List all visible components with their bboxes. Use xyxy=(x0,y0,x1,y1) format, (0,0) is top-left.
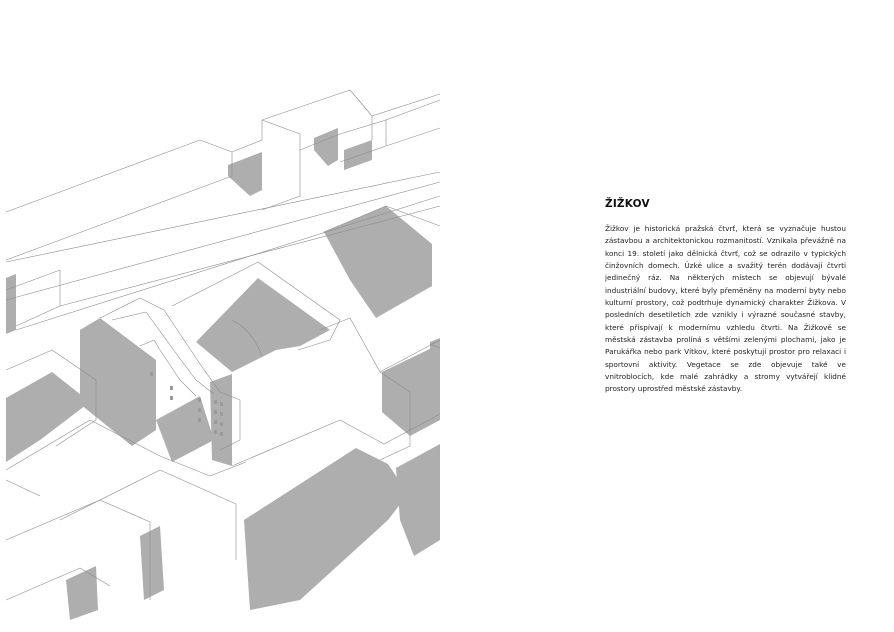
shadow-courtyard xyxy=(196,278,330,372)
shadow-right-block xyxy=(324,206,432,318)
shadow-center-mid xyxy=(156,396,214,462)
line-top-block-2 xyxy=(232,90,372,152)
body-text: Žižkov je historická pražská čtvrť, která se vyznačuje hustou zástavbou a architektonickou rozmanitostí. Vznikala převážně na konci 19. století jako dělnická čtvrť, což se odrazilo v typických činžovních domech. Úzké ulice a svažitý terén dodávají čtvrti jedinečný ráz. Na některých místech se objevují bývalé industriální budovy, které byly přeměněny na moderní byty nebo kulturní prostory, což podtrhuje dynamický charakter Žižkova. V posledních desetiletích zde vznikly i výrazné současné stavby, které přispívají k modernímu vzhledu čtvrti. Na Žižkově se městská zástavba prolíná s většími zelenými plochami, jako je Parukářka nebo park Vítkov, které poskytují prostor pro relaxaci i sportovní aktivity. Vegetace se zde objevuje také ve vnitroblocích, kde malé zahrádky a stromy vytvářejí klidné prostory uprostřed městské zástavby. xyxy=(605,224,846,394)
line-top-block-3 xyxy=(262,120,300,210)
shadow-top-2 xyxy=(314,128,338,166)
shadow-bottom-large xyxy=(244,448,408,610)
window-2 xyxy=(220,402,223,406)
window-13 xyxy=(170,396,173,400)
shadow-right-facade-2 xyxy=(430,338,440,404)
shadows xyxy=(6,128,440,620)
shadow-left-edge xyxy=(6,274,16,334)
window-1 xyxy=(214,400,217,404)
line-bottom-3 xyxy=(6,480,40,496)
text-block xyxy=(605,198,846,396)
window-12 xyxy=(170,386,173,390)
shadow-center-facade xyxy=(210,374,232,466)
window-8 xyxy=(220,432,223,436)
shadow-top-3 xyxy=(344,140,372,170)
shadow-top-1 xyxy=(228,152,262,196)
window-5 xyxy=(214,420,217,424)
window-6 xyxy=(220,422,223,426)
shadow-center-ramp xyxy=(80,318,156,446)
window-10 xyxy=(198,408,201,412)
window-3 xyxy=(214,410,217,414)
window-4 xyxy=(220,412,223,416)
line-top-block-4 xyxy=(300,120,386,162)
line-top-right-2 xyxy=(386,128,440,146)
shadow-bottom-left-1 xyxy=(140,526,164,600)
window-11 xyxy=(198,418,201,422)
title: ŽIŽKOV xyxy=(605,198,650,210)
shadow-lower-left xyxy=(6,372,90,462)
window-9 xyxy=(198,398,201,402)
window-7 xyxy=(214,430,217,434)
window-14 xyxy=(150,372,153,376)
line-top-left-block xyxy=(6,140,232,260)
shadow-bottom-left-2 xyxy=(66,566,98,620)
